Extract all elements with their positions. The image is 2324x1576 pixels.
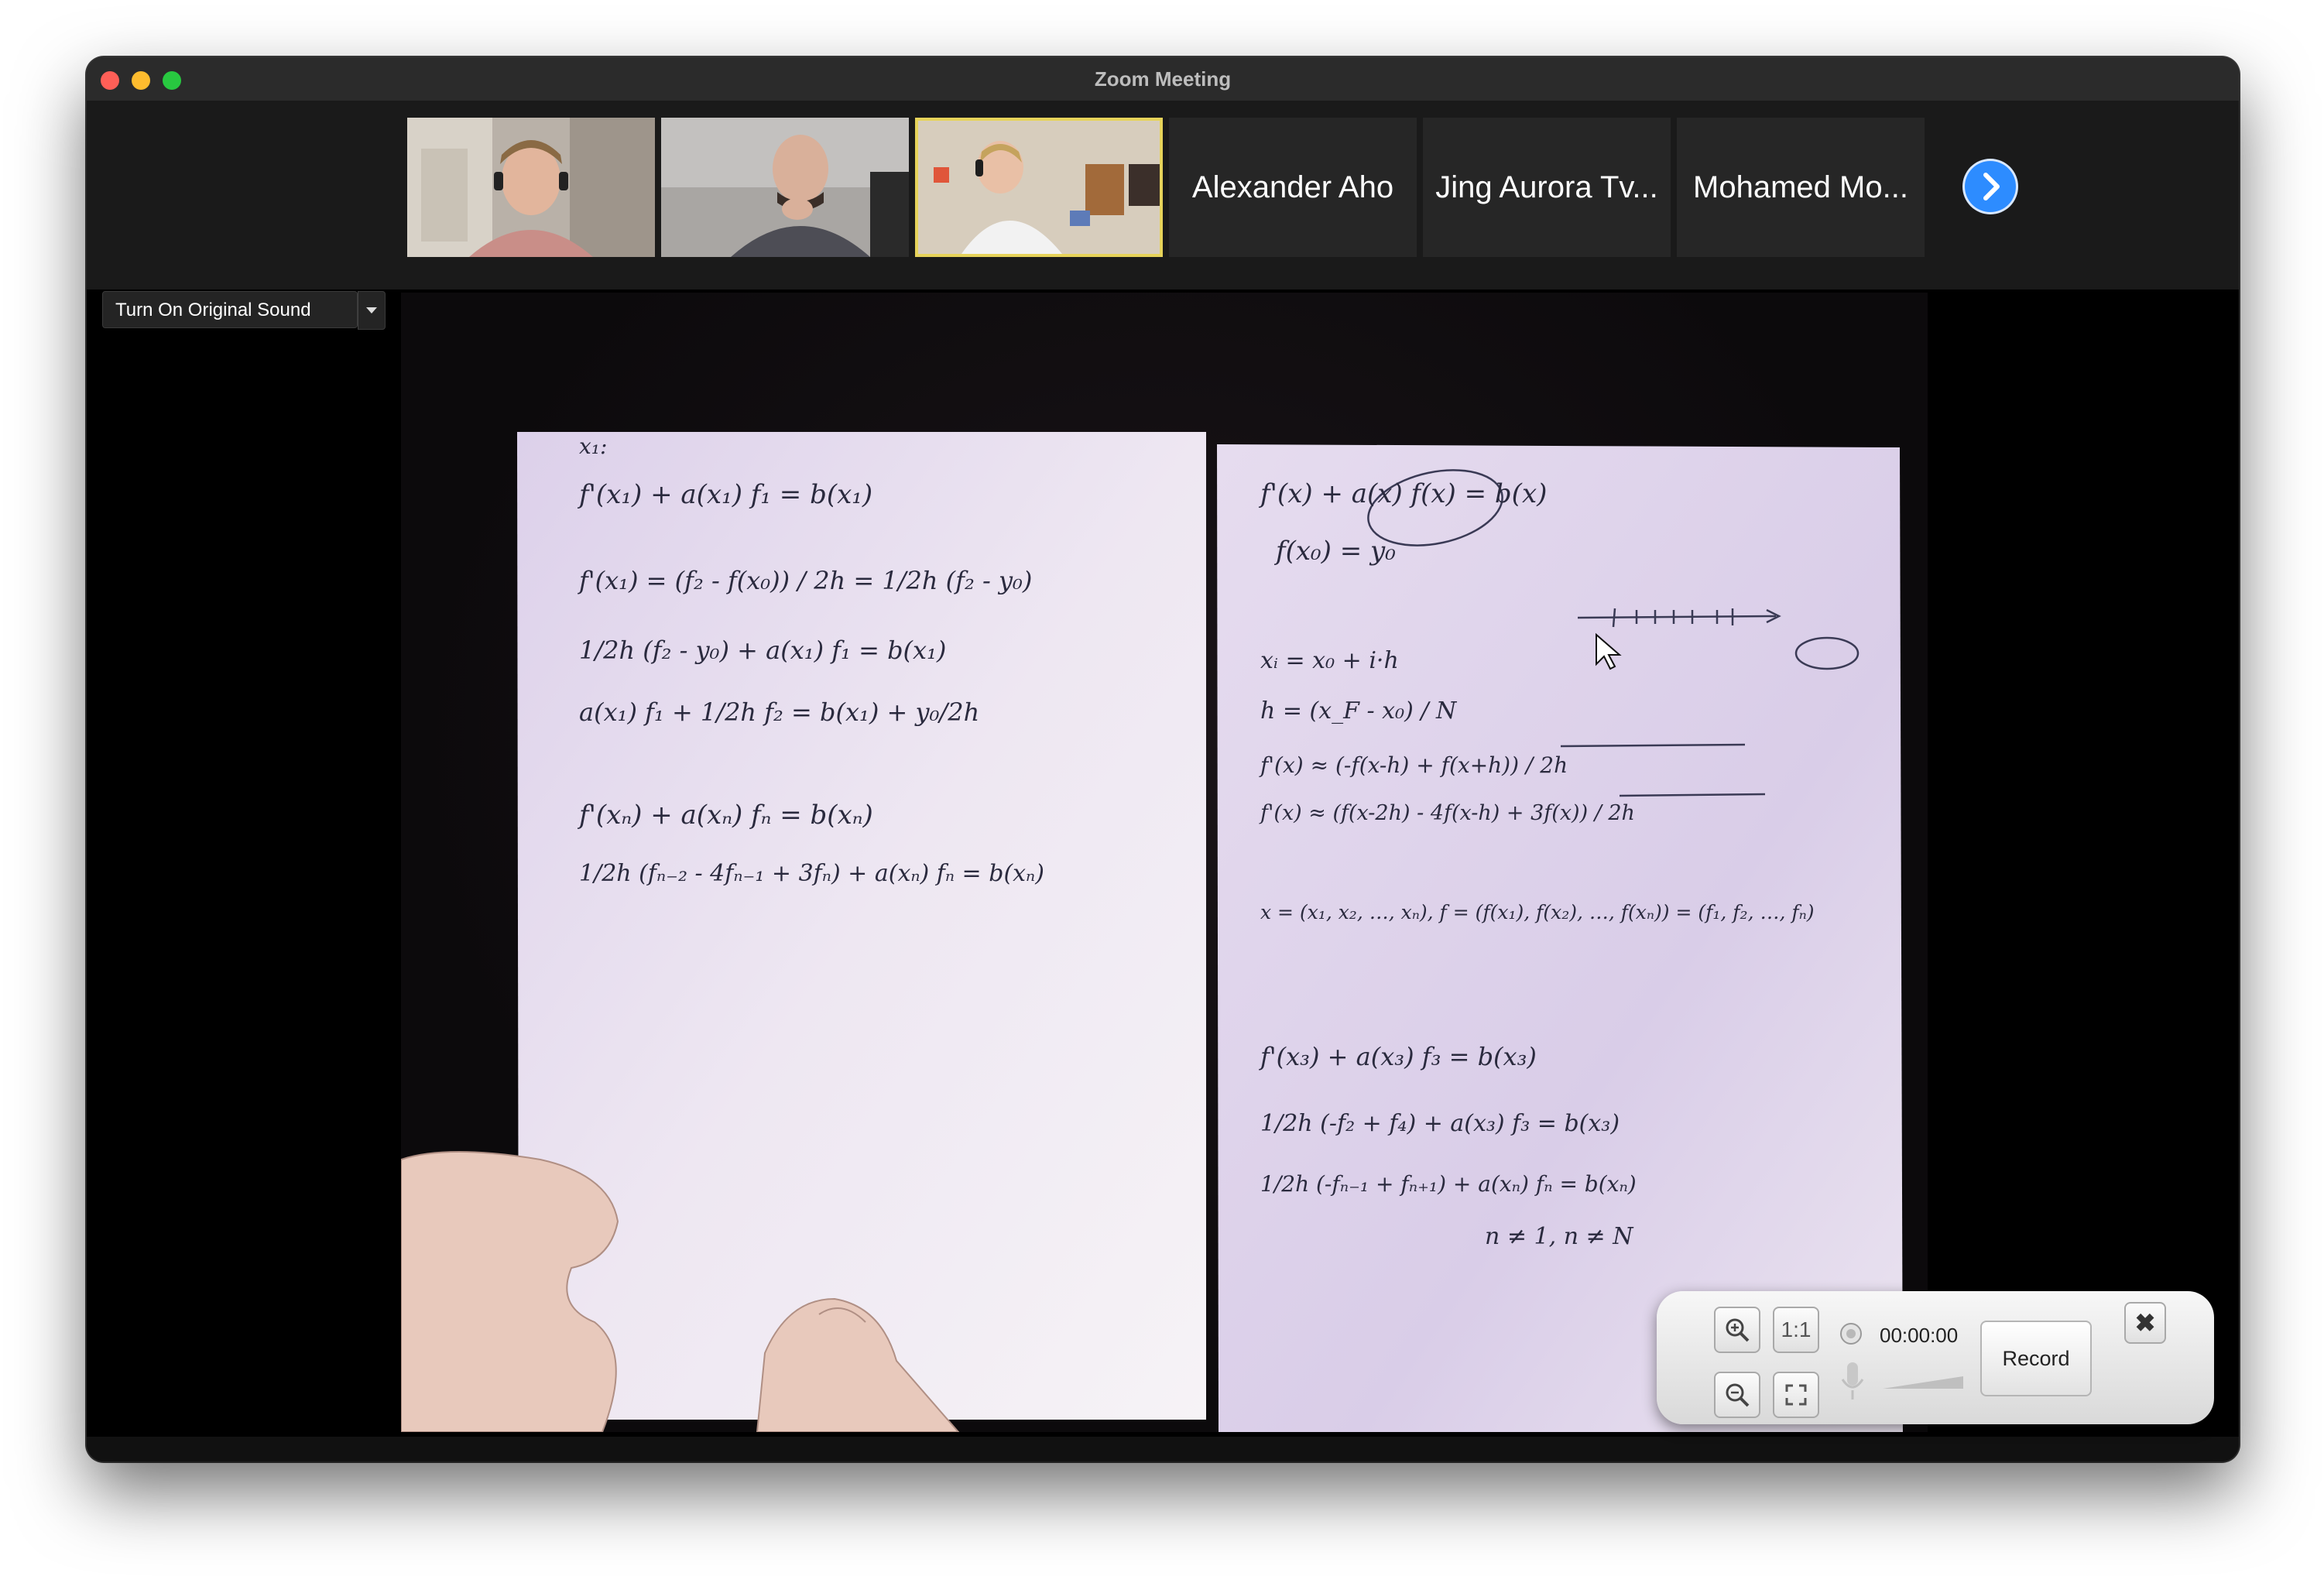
note-line: a(x₁) f₁ + 1/2h f₂ = b(x₁) + y₀/2h: [579, 697, 980, 727]
note-line: f'(x₁) = (f₂ - f(x₀)) / 2h = 1/2h (f₂ - y₀): [579, 566, 1033, 595]
participant-video: [661, 118, 909, 257]
zoom-out-icon: [1724, 1382, 1750, 1408]
record-indicator-icon: [1838, 1321, 1864, 1347]
participant-name: Jing Aurora Tv...: [1435, 170, 1658, 204]
next-participants-button[interactable]: [1965, 161, 2016, 212]
window-title: Zoom Meeting: [1094, 67, 1232, 91]
record-button[interactable]: Record: [1980, 1321, 2092, 1396]
note-line: 1/2h (-f₂ + f₄) + a(x₃) f₃ = b(x₃): [1260, 1110, 1620, 1137]
right-page-notes: [1260, 478, 1895, 1250]
recording-toolbar: [1657, 1291, 2214, 1424]
zoom-window: [87, 57, 2239, 1461]
note-line: x₁:: [579, 433, 608, 459]
note-line: f'(x₁) + a(x₁) f₁ = b(x₁): [579, 479, 873, 510]
note-line: x = (x₁, x₂, …, xₙ), f = (f(x₁), f(x₂), …, f(xₙ)) = (f₁, f₂, …, fₙ): [1260, 901, 1815, 923]
title-bar: [87, 57, 2239, 102]
zoom-out-button[interactable]: [1714, 1372, 1760, 1418]
microphone-icon[interactable]: [1839, 1361, 1866, 1403]
note-line: xᵢ = x₀ + i·h: [1260, 647, 1399, 674]
note-line: 1/2h (-fₙ₋₁ + fₙ₊₁) + a(xₙ) fₙ = b(xₙ): [1260, 1171, 1637, 1197]
volume-slider[interactable]: [1881, 1373, 1966, 1392]
participant-name: Mohamed Mo...: [1693, 170, 1908, 204]
fit-screen-button[interactable]: [1773, 1372, 1819, 1418]
actual-size-button[interactable]: 1:1: [1773, 1307, 1819, 1353]
participant-tile-active[interactable]: [915, 118, 1163, 257]
recording-timer: 00:00:00: [1880, 1324, 1959, 1347]
note-line: f'(x) ≈ (f(x-2h) - 4f(x-h) + 3f(x)) / 2h: [1260, 801, 1635, 825]
participant-tile[interactable]: [661, 118, 909, 257]
chevron-right-icon: [1965, 161, 2016, 212]
participant-tile[interactable]: [1169, 118, 1417, 257]
note-line: 1/2h (fₙ₋₂ - 4fₙ₋₁ + 3fₙ) + a(xₙ) fₙ = b(xₙ): [579, 860, 1044, 887]
note-line: f(x₀) = y₀: [1276, 536, 1396, 567]
note-line: n ≠ 1, n ≠ N: [1485, 1223, 1633, 1250]
original-sound-dropdown[interactable]: [358, 291, 386, 330]
participant-video: [915, 118, 1163, 257]
close-toolbar-button[interactable]: ✖: [2124, 1302, 2166, 1344]
note-line: f'(xₙ) + a(xₙ) fₙ = b(xₙ): [579, 800, 873, 831]
participant-video: [407, 118, 655, 257]
participant-tile[interactable]: [1423, 118, 1671, 257]
main-video: [401, 293, 1928, 1432]
zoom-in-button[interactable]: [1714, 1307, 1760, 1353]
zoom-in-icon: [1724, 1317, 1750, 1343]
bottom-bar: [87, 1437, 2239, 1461]
note-line: 1/2h (f₂ - y₀) + a(x₁) f₁ = b(x₁): [579, 636, 947, 665]
participant-tile[interactable]: [1677, 118, 1925, 257]
participant-strip: [87, 102, 2239, 290]
note-line: h = (x_F - x₀) / N: [1260, 697, 1457, 725]
note-line: f'(x₃) + a(x₃) f₃ = b(x₃): [1260, 1042, 1537, 1071]
participant-name: Alexander Aho: [1191, 170, 1394, 204]
participant-tile[interactable]: [407, 118, 655, 257]
left-page-notes: [579, 393, 1214, 887]
fit-screen-icon: [1784, 1382, 1808, 1407]
note-line: f'(x) + a(x) f(x) = b(x): [1260, 478, 1548, 509]
note-line: f'(x) ≈ (-f(x-h) + f(x+h)) / 2h: [1260, 752, 1568, 778]
original-sound-button[interactable]: Turn On Original Sound: [102, 291, 358, 328]
